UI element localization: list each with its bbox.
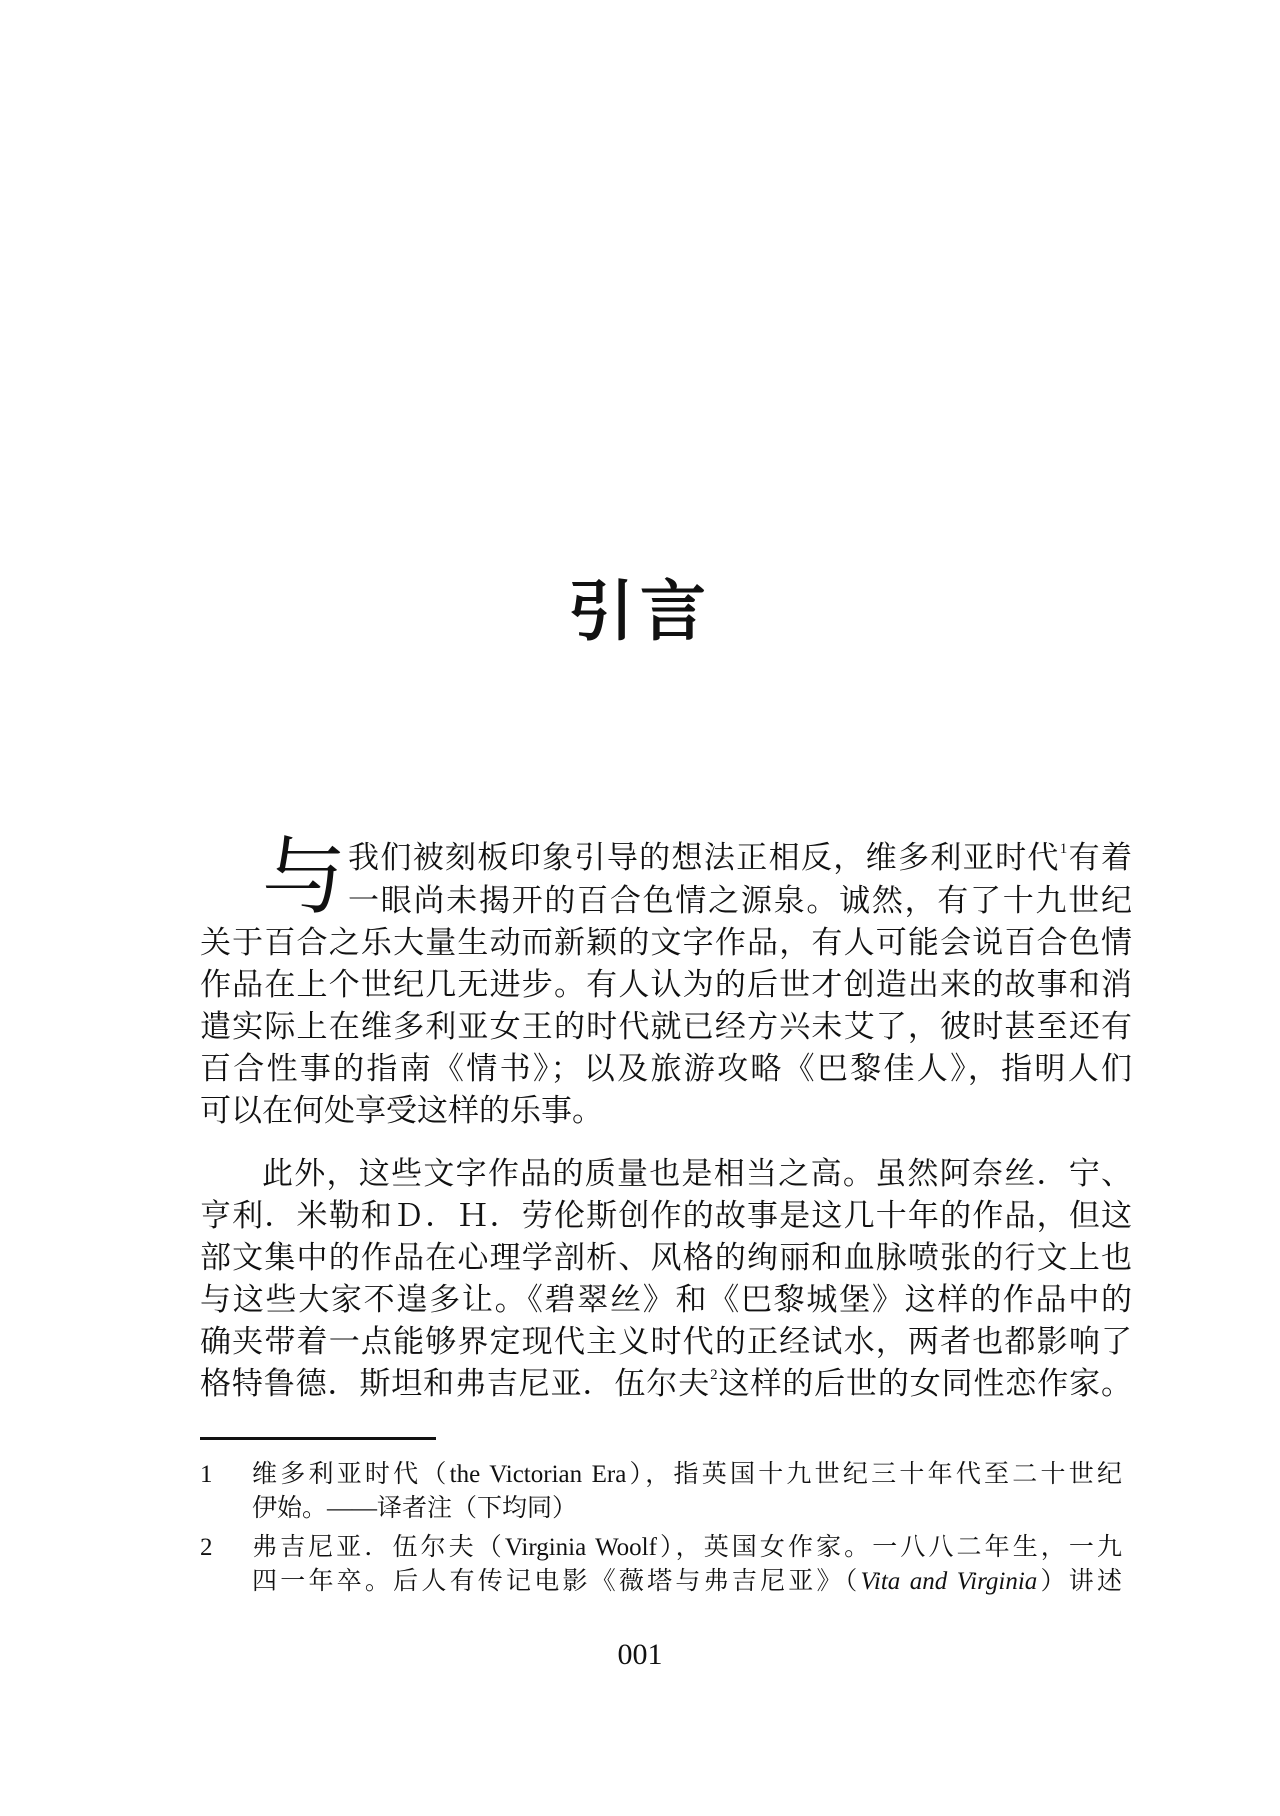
text-line: 确夹带着一点能够界定现代主义时代的正经试水，两者也都影响了 (200, 1324, 1132, 1359)
text-segment: 这样的后世的女同性恋作家。 (717, 1366, 1133, 1401)
text-line (200, 1362, 1132, 1405)
film-title: Vita and Virginia (860, 1568, 1038, 1595)
text-segment: 我们被刻板印象引导的想法正相反，维多利亚时代 (348, 840, 1060, 875)
text-line: 部文集中的作品在心理学剖析、风格的绚丽和血脉喷张的行文上也 (200, 1240, 1132, 1275)
text-line: 与这些大家不遑多让。《碧翠丝》和《巴黎城堡》这样的作品中的 (200, 1282, 1132, 1317)
footnote-text: 维多利亚时代（the Victorian Era），指英国十九世纪三十年代至二十世纪 (252, 1461, 1122, 1488)
footnote-text: 弗吉尼亚．伍尔夫（Virginia Woolf），英国女作家。一八八二年生，一九 (252, 1534, 1122, 1561)
footnote-ref[interactable]: 2 (710, 1367, 718, 1383)
footnote-text (252, 1565, 1122, 1599)
footnote-number: 2 (200, 1534, 213, 1561)
chapter-title: 引言 (568, 573, 712, 650)
text-line: 一眼尚未揭开的百合色情之源泉。诚然，有了十九世纪 (348, 883, 1132, 918)
text-segment: 有着 (1067, 840, 1133, 875)
footnote-number: 1 (200, 1461, 213, 1488)
text-line: 遣实际上在维多利亚女王的时代就已经方兴未艾了，彼时甚至还有 (200, 1009, 1132, 1044)
footnote-ref[interactable]: 1 (1059, 841, 1068, 857)
text-segment: ）讲述 (1037, 1568, 1122, 1595)
text-line: 作品在上个世纪几无进步。有人认为的后世才创造出来的故事和消 (200, 967, 1132, 1002)
text-line: 关于百合之乐大量生动而新颖的文字作品，有人可能会说百合色情 (200, 925, 1132, 960)
page-number: 001 (617, 1638, 663, 1671)
text-line: 百合性事的指南《情书》；以及旅游攻略《巴黎佳人》，指明人们 (200, 1051, 1132, 1086)
text-segment: 四一年卒。后人有传记电影《薇塔与弗吉尼亚》（ (252, 1568, 861, 1595)
footnote-divider (200, 1437, 436, 1440)
text-line: 亨利．米勒和Ｄ．Ｈ．劳伦斯创作的故事是这几十年的作品，但这 (200, 1198, 1132, 1233)
drop-cap: 与 (262, 828, 347, 926)
text-line: 可以在何处享受这样的乐事。 (200, 1093, 603, 1128)
text-line: 此外，这些文字作品的质量也是相当之高。虽然阿奈丝．宁、 (262, 1156, 1132, 1191)
text-line (348, 836, 1132, 879)
text-segment: 格特鲁德．斯坦和弗吉尼亚．伍尔夫 (200, 1366, 711, 1401)
footnote-text: 伊始。——译者注（下均同） (252, 1495, 578, 1522)
